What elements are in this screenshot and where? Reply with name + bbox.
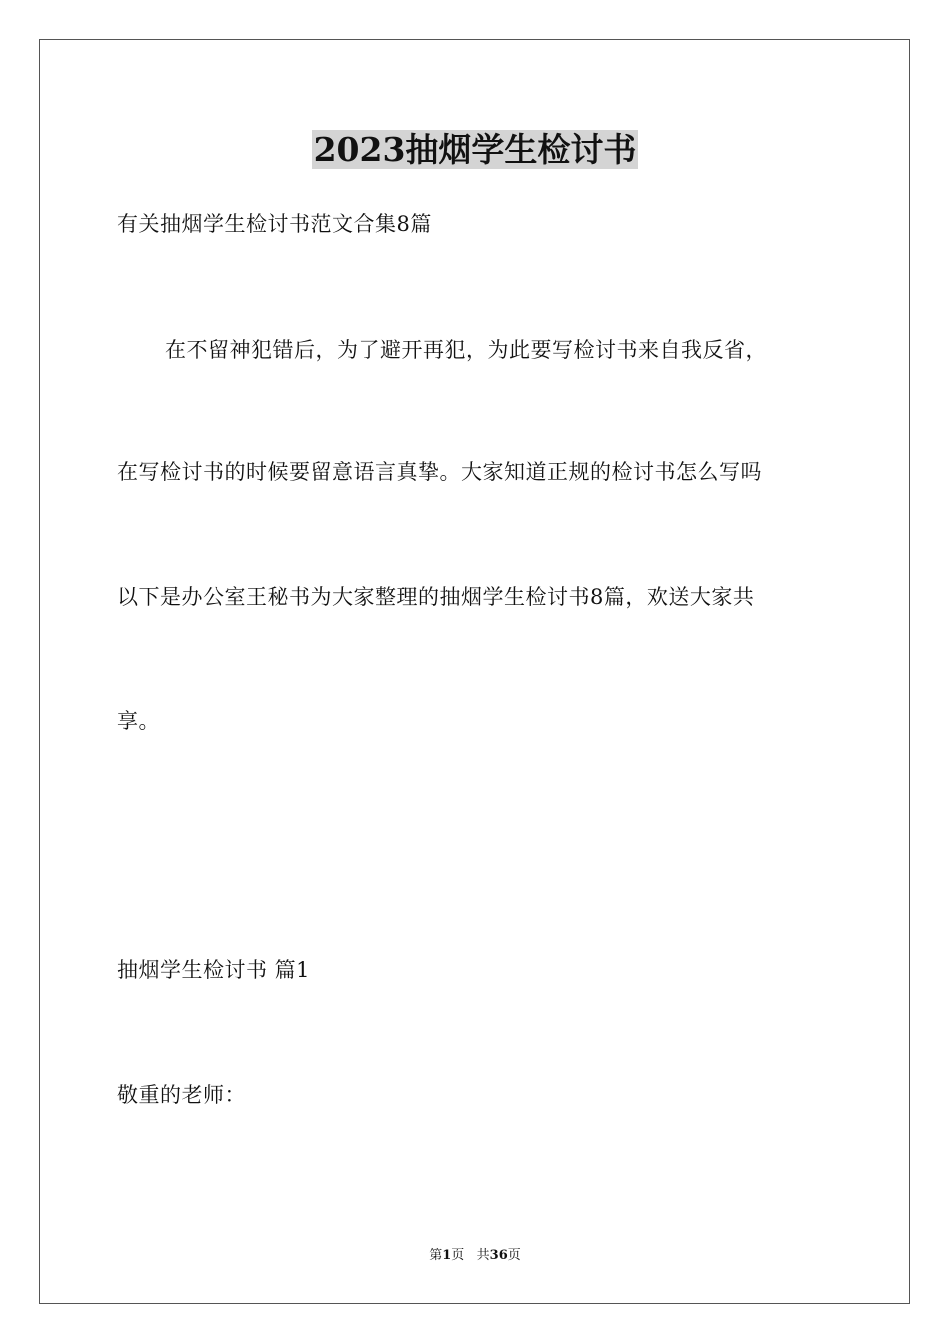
footer-page-prefix: 第 <box>429 1248 443 1263</box>
footer-page-total: 36 <box>489 1248 508 1263</box>
document-subtitle: 有关抽烟学生检讨书范文合集8篇 <box>117 212 432 236</box>
page-footer <box>0 1247 950 1265</box>
document-title <box>0 125 950 175</box>
footer-page-mid: 页 共 <box>451 1248 490 1263</box>
intro-line-1: 在不留神犯错后，为了避开再犯，为此要写检讨书来自我反省， <box>165 338 767 362</box>
footer-page-suffix: 页 <box>507 1248 521 1263</box>
salutation: 敬重的老师： <box>117 1083 246 1107</box>
section-heading: 抽烟学生检讨书 篇1 <box>117 958 311 982</box>
intro-line-4: 享。 <box>117 709 160 733</box>
intro-line-3: 以下是办公室王秘书为大家整理的抽烟学生检讨书8篇，欢送大家共 <box>117 585 755 609</box>
intro-line-2: 在写检讨书的时候要留意语言真挚。大家知道正规的检讨书怎么写吗 <box>117 460 762 484</box>
footer-page-current: 1 <box>442 1248 452 1263</box>
document-title-text: 2023抽烟学生检讨书 <box>313 130 637 169</box>
